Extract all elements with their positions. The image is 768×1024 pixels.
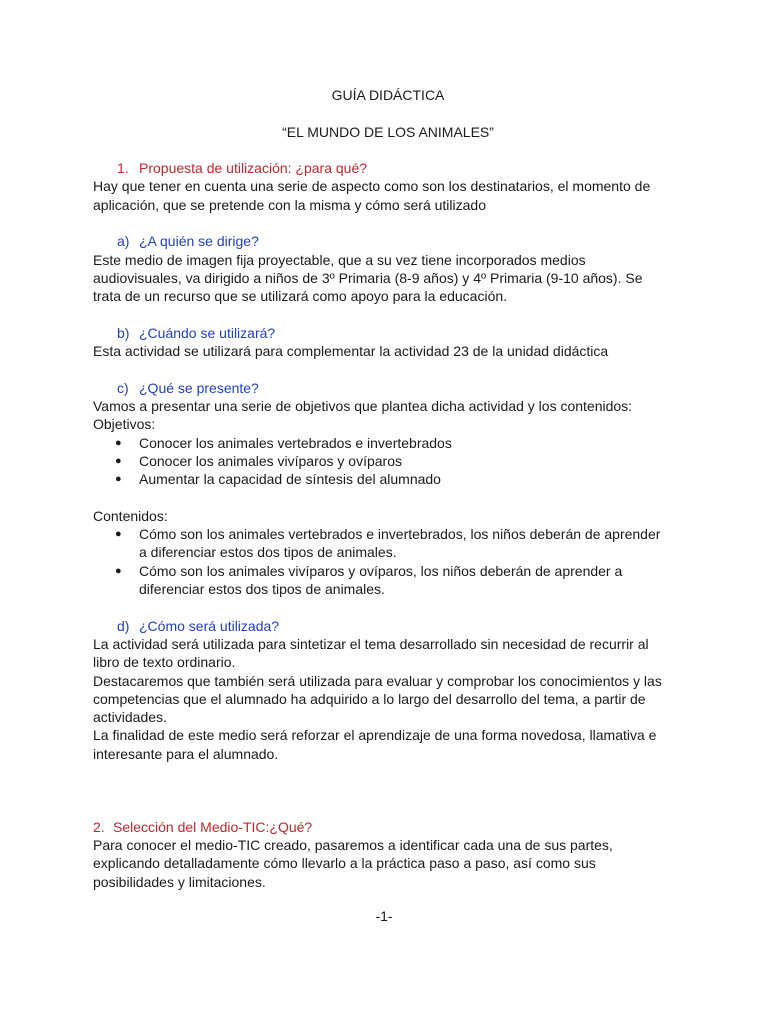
objetivos-label: Objetivos: xyxy=(93,416,156,433)
text-line: trata de un recurso que se utilizará como apoyo para la educación. xyxy=(93,288,508,305)
list-item: ● Cómo son los animales vivíparos y ovíparos, los niños deberán de aprender a diferenciar estos dos tipos de animales. xyxy=(115,562,623,598)
section-1-heading xyxy=(93,159,683,177)
page-number: -1- xyxy=(375,908,393,924)
list-item: ● Aumentar la capacidad de síntesis del alumnado xyxy=(115,471,441,488)
list-item: ● Conocer los animales vertebrados e invertebrados xyxy=(115,434,452,451)
text-line: Esta actividad se utilizará para complementar la actividad 23 de la unidad didáctica xyxy=(93,343,609,360)
subsection-c-letter: c) xyxy=(117,379,129,396)
text-line: Hay que tener en cuenta una serie de aspecto como son los destinatarios, el momento de xyxy=(93,178,651,195)
section-1-title: Propuesta de utilización: ¿para qué? xyxy=(139,160,368,177)
text-line: aplicación, que se pretende con la misma y cómo será utilizado xyxy=(93,196,486,213)
bullet-icon: ● xyxy=(115,454,122,467)
list-item: ● Conocer los animales vivíparos y ovíparos xyxy=(115,452,403,469)
subsection-d-title: ¿Cómo será utilizada? xyxy=(139,617,280,634)
text-line: posibilidades y limitaciones. xyxy=(93,873,266,890)
subsection-a-title: ¿A quién se dirige? xyxy=(139,233,259,250)
text-line: Este medio de imagen fija proyectable, que a su vez tiene incorporados medios xyxy=(93,251,586,268)
bullet-icon: ● xyxy=(115,564,122,577)
document-subtitle: “EL MUNDO DE LOS ANIMALES” xyxy=(282,123,494,140)
subsection-d-text xyxy=(93,635,683,763)
text-line: competencias que el alumnado ha adquirido a lo largo del desarrollo del tema, a partir de xyxy=(93,690,646,707)
contenidos-label: Contenidos: xyxy=(93,507,168,524)
subsection-c-heading xyxy=(93,379,683,397)
subsection-a-heading xyxy=(93,232,683,250)
text-line: explicando detalladamente cómo llevarlo a la práctica paso a paso, así como sus xyxy=(93,855,596,872)
text-line: Para conocer el medio-TIC creado, pasaremos a identificar cada una de sus partes, xyxy=(93,837,613,854)
subsection-c-text xyxy=(93,397,683,434)
section-2-heading xyxy=(93,818,683,836)
bullet-icon: ● xyxy=(115,528,122,541)
subsection-a-letter: a) xyxy=(117,233,130,250)
list-item: ● Cómo son los animales vertebrados e invertebrados, los niños deberán de aprender a diferenciar estos dos tipos de animales. xyxy=(115,526,661,561)
bullet-icon: ● xyxy=(115,436,122,449)
subsection-b-heading xyxy=(93,324,683,342)
objetivos-list xyxy=(93,434,683,489)
subsection-d-heading xyxy=(93,617,683,635)
document-page xyxy=(93,86,683,891)
subsection-a-text xyxy=(93,251,683,306)
text-line: La actividad será utilizada para sintetizar el tema desarrollado sin necesidad de recurrir al xyxy=(93,635,649,652)
text-line: La finalidad de este medio será reforzar el aprendizaje de una forma novedosa, llamativa e xyxy=(93,727,657,744)
section-1-number: 1. xyxy=(117,160,129,177)
subsection-b-text xyxy=(93,342,683,360)
contenidos-list xyxy=(93,525,683,598)
subsection-c-title: ¿Qué se presente? xyxy=(139,379,259,396)
text-line: audiovisuales, va dirigido a niños de 3º Primaria (8-9 años) y 4º Primaria (9-10 años). Se xyxy=(93,269,643,286)
section-2-title: Selección del Medio-TIC:¿Qué? xyxy=(113,818,313,835)
section-2-number: 2. xyxy=(93,818,105,835)
subsection-b-letter: b) xyxy=(117,324,130,341)
section-1-text xyxy=(93,177,683,214)
text-line: Destacaremos que también será utilizada para evaluar y comprobar los conocimientos y las xyxy=(93,672,662,689)
text-line: Vamos a presentar una serie de objetivos que plantea dicha actividad y los contenidos: xyxy=(93,398,633,415)
bullet-icon: ● xyxy=(115,473,122,486)
subsection-b-title: ¿Cuándo se utilizará? xyxy=(139,324,276,341)
text-line: libro de texto ordinario. xyxy=(93,654,236,671)
section-2-text xyxy=(93,836,683,891)
text-line: actividades. xyxy=(93,709,167,726)
subsection-d-letter: d) xyxy=(117,617,130,634)
document-title: GUÍA DIDÁCTICA xyxy=(331,87,445,103)
text-line: interesante para el alumnado. xyxy=(93,745,279,762)
